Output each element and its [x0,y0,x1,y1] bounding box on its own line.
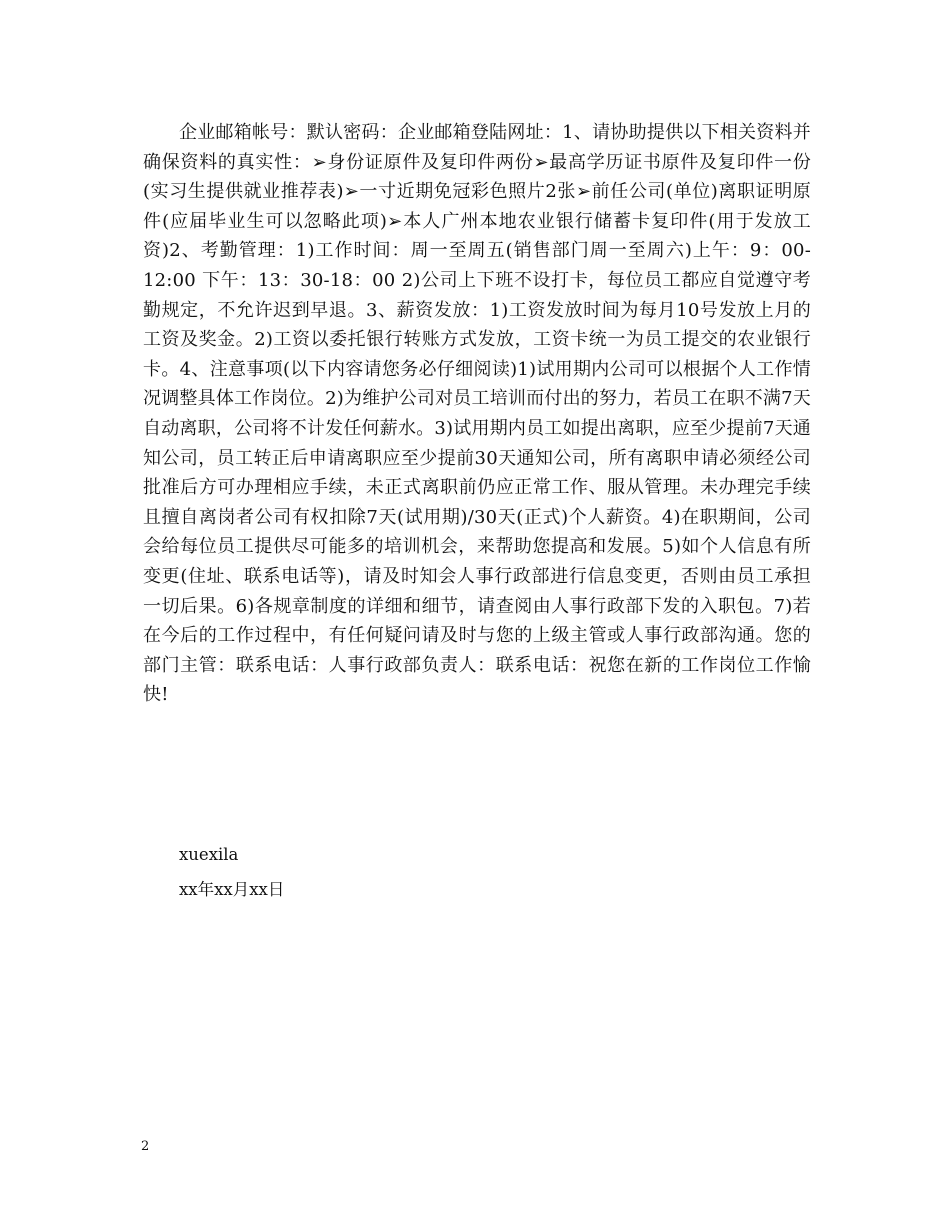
date-line: xx年xx月xx日 [179,880,285,899]
signature: xuexila [179,845,239,864]
page-number: 2 [141,1139,150,1154]
body-paragraph: 企业邮箱帐号：默认密码：企业邮箱登陆网址：1、请协助提供以下相关资料并确保资料的真实性：➢身份证原件及复印件两份➢最高学历证书原件及复印件一份(实习生提供就业推荐表)➢一寸近期免冠彩色照片2张➢前任公司(单位)离职证明原件(应届毕业生可以忽略此项)➢本人广州本地农业银行储蓄卡复印件(用于发放工资)2、考勤管理：1)工作时间：周一至周五(销售部门周一至周六)上午：9：00-12:00 下午：13：30-18：00 2)公司上下班不设打卡，每位员工都应自觉遵守考勤规定，不允许迟到早退。3、薪资发放：1)工资发放时间为每月10号发放上月的工资及奖金。2)工资以委托银行转账方式发放，工资卡统一为员工提交的农业银行卡。4、注意事项(以下内容请您务必仔细阅读)1)试用期内公司可以根据个人工作情况调整具体工作岗位。2)为维护公司对员工培训而付出的努力，若员工在职不满7天自动离职，公司将不计发任何薪水。3)试用期内员工如提出离职，应至少提前7天通知公司，员工转正后申请离职应至少提前30天通知公司，所有离职申请必须经公司批准后方可办理相应手续，未正式离职前仍应正常工作、服从管理。未办理完手续且擅自离岗者公司有权扣除7天(试用期)/30天(正式)个人薪资。4)在职期间，公司会给每位员工提供尽可能多的培训机会，来帮助您提高和发展。5)如个人信息有所变更(住址、联系电话等)，请及时知会人事行政部进行信息变更，否则由员工承担一切后果。6)各规章制度的详细和细节，请查阅由人事行政部下发的入职包。7)若在今后的工作过程中，有任何疑问请及时与您的上级主管或人事行政部沟通。您的部门主管：联系电话：人事行政部负责人：联系电话：祝您在新的工作岗位工作愉快! [143,122,811,706]
